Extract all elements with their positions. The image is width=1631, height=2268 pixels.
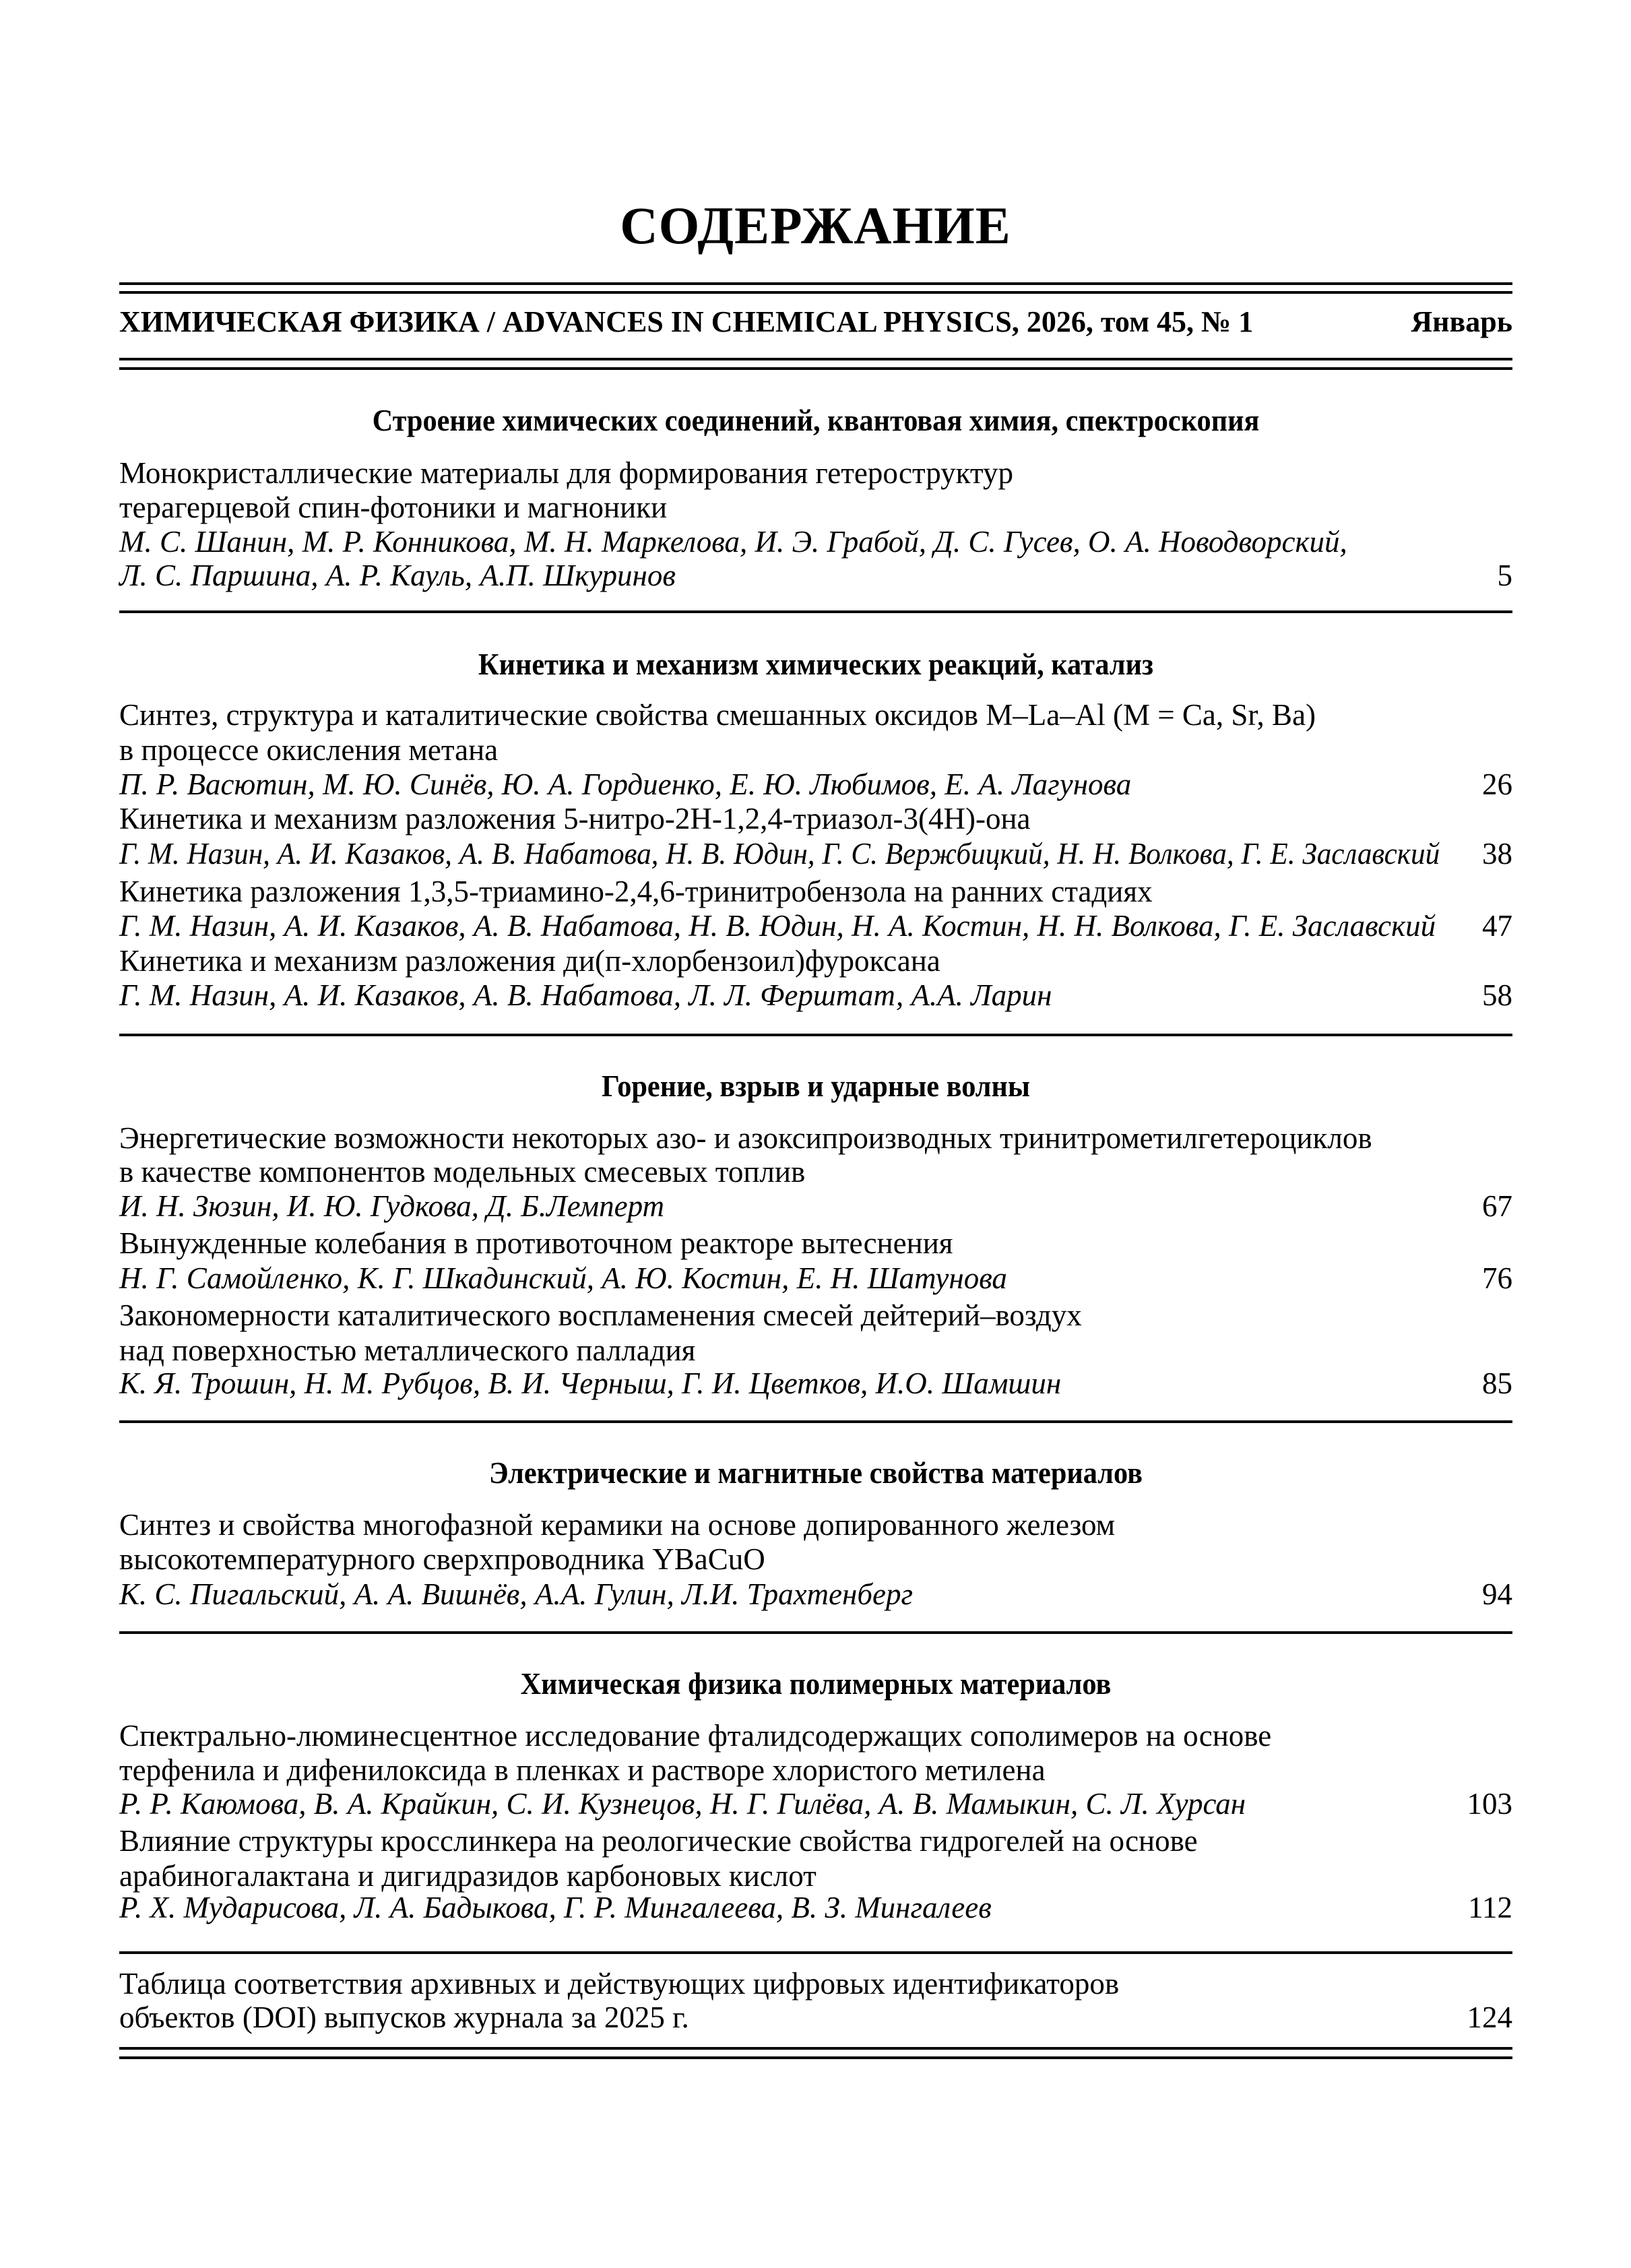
section-divider xyxy=(119,1951,1512,1954)
article-title[interactable]: Кинетика разложения 1,3,5-триамино-2,4,6-тринитробензола на ранних стадиях xyxy=(119,875,1153,908)
article-title[interactable]: терагерцевой спин-фотоники и магноники xyxy=(119,491,668,524)
article-title[interactable]: Кинетика и механизм разложения ди(п-хлорбензоил)фуроксана xyxy=(119,944,940,978)
page-number[interactable]: 58 xyxy=(1482,978,1512,1012)
section-heading: Строение химических соединений, квантовая химия, спектроскопия xyxy=(372,403,1260,437)
article-authors: Г. М. Назин, А. И. Казаков, А. В. Набатова, Н. В. Юдин, Н. А. Костин, Н. Н. Волкова, Г. Е. Заславский xyxy=(119,909,1436,943)
article-authors: Н. Г. Самойленко, К. Г. Шкадинский, А. Ю. Костин, Е. Н. Шатунова xyxy=(119,1261,1007,1295)
article-title[interactable]: в качестве компонентов модельных смесевых топлив xyxy=(119,1155,806,1189)
page-number[interactable]: 103 xyxy=(1467,1787,1512,1821)
page-number[interactable]: 112 xyxy=(1468,1891,1512,1924)
section-heading: Горение, взрыв и ударные волны xyxy=(602,1069,1030,1103)
header-rule-bottom-1 xyxy=(119,358,1512,360)
article-authors: Р. Р. Каюмова, В. А. Крайкин, С. И. Кузнецов, Н. Г. Гилёва, А. В. Мамыкин, С. Л. Хурсан xyxy=(119,1787,1246,1821)
header-rule-top-1 xyxy=(119,282,1512,285)
page-number[interactable]: 67 xyxy=(1482,1189,1512,1223)
header-rule-top-2 xyxy=(119,291,1512,294)
article-title[interactable]: Кинетика и механизм разложения 5-нитро-2H-1,2,4-триазол-3(4H)-она xyxy=(119,802,1031,836)
page-number[interactable]: 94 xyxy=(1482,1577,1512,1611)
issue-month: Январь xyxy=(1411,305,1512,338)
appendix-title[interactable]: Таблица соответствия архивных и действующих цифровых идентификаторов xyxy=(119,1967,1120,2001)
article-title[interactable]: в процессе окисления метана xyxy=(119,733,499,767)
article-title[interactable]: Влияние структуры кросслинкера на реологические свойства гидрогелей на основе xyxy=(119,1824,1198,1858)
article-title[interactable]: высокотемпературного сверхпроводника YBaCuO xyxy=(119,1542,765,1576)
article-authors: Р. Х. Мударисова, Л. А. Бадыкова, Г. Р. Мингалеева, В. З. Мингалеев xyxy=(119,1891,992,1924)
article-authors: Л. С. Паршина, А. Р. Кауль, А.П. Шкуринов xyxy=(119,559,676,592)
article-title[interactable]: Монокристаллические материалы для формирования гетероструктур xyxy=(119,456,1013,490)
footer-rule-2 xyxy=(119,2056,1512,2059)
article-authors: М. С. Шанин, М. Р. Конникова, М. Н. Маркелова, И. Э. Грабой, Д. С. Гусев, О. А. Новодворский, xyxy=(119,525,1347,559)
section-heading: Электрические и магнитные свойства материалов xyxy=(489,1455,1143,1490)
appendix-title[interactable]: объектов (DOI) выпусков журнала за 2025 г. xyxy=(119,2001,689,2034)
footer-rule-1 xyxy=(119,2047,1512,2050)
article-title[interactable]: арабиногалактана и дигидразидов карбоновых кислот xyxy=(119,1859,817,1893)
section-divider xyxy=(119,1631,1512,1634)
page-number[interactable]: 38 xyxy=(1482,837,1512,871)
page-number[interactable]: 47 xyxy=(1482,909,1512,943)
page-title: СОДЕРЖАНИЕ xyxy=(620,196,1011,255)
section-heading: Кинетика и механизм химических реакций, катализ xyxy=(478,647,1154,681)
article-title[interactable]: Энергетические возможности некоторых азо- и азоксипроизводных тринитрометилгетероциклов xyxy=(119,1121,1372,1155)
page-number[interactable]: 5 xyxy=(1497,559,1512,592)
page-number[interactable]: 26 xyxy=(1482,767,1512,801)
article-authors: К. Я. Трошин, Н. М. Рубцов, В. И. Черныш, Г. И. Цветков, И.О. Шамшин xyxy=(119,1366,1062,1400)
page-number[interactable]: 85 xyxy=(1482,1366,1512,1400)
article-authors: Г. М. Назин, А. И. Казаков, А. В. Набатова, Н. В. Юдин, Г. С. Вержбицкий, Н. Н. Волкова, Г. Е. Заславский xyxy=(119,837,1440,871)
section-divider xyxy=(119,610,1512,613)
article-title[interactable]: Вынужденные колебания в противоточном реакторе вытеснения xyxy=(119,1226,953,1260)
article-title[interactable]: Закономерности каталитического воспламенения смесей дейтерий–воздух xyxy=(119,1298,1082,1332)
section-heading: Химическая физика полимерных материалов xyxy=(520,1666,1112,1701)
article-title[interactable]: Спектрально-люминесцентное исследование фталидсодержащих сополимеров на основе xyxy=(119,1719,1272,1753)
article-title[interactable]: Синтез, структура и каталитические свойства смешанных оксидов M–La–Al (M = Ca, Sr, Ba) xyxy=(119,698,1316,732)
section-divider xyxy=(119,1420,1512,1423)
article-authors: И. Н. Зюзин, И. Ю. Гудкова, Д. Б.Лемперт xyxy=(119,1189,665,1223)
article-title[interactable]: Синтез и свойства многофазной керамики на основе допированного железом xyxy=(119,1508,1116,1542)
journal-info: ХИМИЧЕСКАЯ ФИЗИКА / ADVANCES IN CHEMICAL PHYSICS, 2026, том 45, № 1 xyxy=(119,305,1254,338)
article-title[interactable]: над поверхностью металлического палладия xyxy=(119,1333,696,1367)
article-title[interactable]: терфенила и дифенилоксида в пленках и растворе хлористого метилена xyxy=(119,1753,1046,1787)
page-number[interactable]: 76 xyxy=(1482,1261,1512,1295)
article-authors: П. Р. Васютин, М. Ю. Синёв, Ю. А. Гордиенко, Е. Ю. Любимов, Е. А. Лагунова xyxy=(119,767,1132,801)
section-divider xyxy=(119,1034,1512,1036)
article-authors: К. С. Пигальский, А. А. Вишнёв, А.А. Гулин, Л.И. Трахтенберг xyxy=(119,1577,913,1611)
page-number[interactable]: 124 xyxy=(1467,2001,1512,2034)
header-rule-bottom-2 xyxy=(119,367,1512,370)
article-authors: Г. М. Назин, А. И. Казаков, А. В. Набатова, Л. Л. Ферштат, А.А. Ларин xyxy=(119,978,1052,1012)
